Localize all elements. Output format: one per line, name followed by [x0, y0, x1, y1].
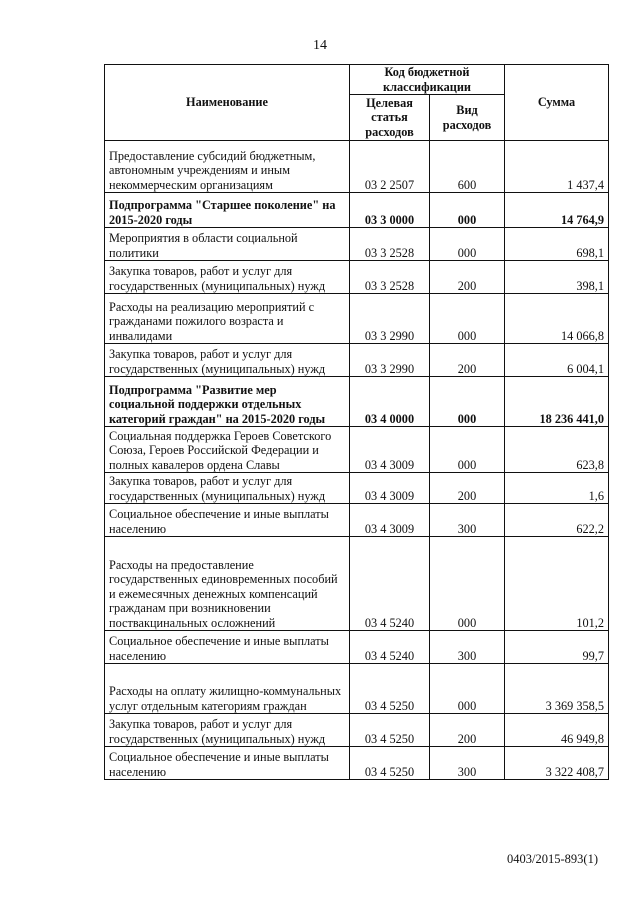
header-expense-type: Вид расходов [430, 95, 505, 141]
table-row [105, 631, 609, 664]
row-type: 300 [430, 747, 505, 780]
budget-table [104, 64, 609, 780]
table-row [105, 228, 609, 261]
row-name: Подпрограмма "Развитие мер социальной поддержки отдельных категорий граждан" на 2015-2020 годы [105, 377, 350, 427]
table-row [105, 473, 609, 504]
subprogram-row [105, 377, 609, 427]
row-target: 03 4 5250 [350, 714, 430, 747]
row-sum: 1 437,4 [505, 141, 609, 193]
row-target: 03 4 5250 [350, 747, 430, 780]
row-target: 03 4 0000 [350, 377, 430, 427]
row-type: 000 [430, 664, 505, 714]
row-target: 03 3 0000 [350, 193, 430, 228]
row-name: Закупка товаров, работ и услуг для государственных (муниципальных) нужд [105, 473, 350, 504]
row-name: Расходы на предоставление государственных единовременных пособий и ежемесячных денежных компенсаций гражданам при возникновении поствакцинальных осложнений [105, 537, 350, 631]
table-row [105, 427, 609, 473]
row-target: 03 4 5240 [350, 631, 430, 664]
row-target: 03 2 2507 [350, 141, 430, 193]
table-row [105, 344, 609, 377]
table-row [105, 747, 609, 780]
row-target: 03 4 5240 [350, 537, 430, 631]
page-number: 14 [313, 38, 327, 53]
row-target: 03 4 3009 [350, 504, 430, 537]
row-sum: 46 949,8 [505, 714, 609, 747]
row-target: 03 4 5250 [350, 664, 430, 714]
row-name: Закупка товаров, работ и услуг для государственных (муниципальных) нужд [105, 261, 350, 294]
row-sum: 101,2 [505, 537, 609, 631]
row-sum: 698,1 [505, 228, 609, 261]
row-name: Социальное обеспечение и иные выплаты населению [105, 504, 350, 537]
row-name: Предоставление субсидий бюджетным, автономным учреждениям и иным некоммерческим организациям [105, 141, 350, 193]
row-target: 03 3 2990 [350, 294, 430, 344]
table-row [105, 141, 609, 193]
row-type: 000 [430, 427, 505, 473]
row-sum: 3 322 408,7 [505, 747, 609, 780]
row-type: 000 [430, 228, 505, 261]
row-type: 200 [430, 473, 505, 504]
row-sum: 398,1 [505, 261, 609, 294]
row-type: 000 [430, 377, 505, 427]
table-row [105, 714, 609, 747]
row-sum: 622,2 [505, 504, 609, 537]
row-name: Подпрограмма "Старшее поколение" на 2015-2020 годы [105, 193, 350, 228]
row-target: 03 4 3009 [350, 473, 430, 504]
row-sum: 6 004,1 [505, 344, 609, 377]
row-type: 000 [430, 294, 505, 344]
row-name: Мероприятия в области социальной политики [105, 228, 350, 261]
row-sum: 3 369 358,5 [505, 664, 609, 714]
row-sum: 1,6 [505, 473, 609, 504]
table-row [105, 261, 609, 294]
row-name: Расходы на реализацию мероприятий с гражданами пожилого возраста и инвалидами [105, 294, 350, 344]
table-row [105, 664, 609, 714]
row-name: Социальное обеспечение и иные выплаты населению [105, 631, 350, 664]
row-sum: 623,8 [505, 427, 609, 473]
row-target: 03 3 2528 [350, 228, 430, 261]
row-sum: 14 066,8 [505, 294, 609, 344]
row-name: Закупка товаров, работ и услуг для государственных (муниципальных) нужд [105, 344, 350, 377]
row-name: Социальная поддержка Героев Советского Союза, Героев Российской Федерации и полных кавалеров ордена Славы [105, 427, 350, 473]
document-code: 0403/2015-893(1) [507, 852, 598, 866]
table-row [105, 504, 609, 537]
header-target-article: Целевая статья расходов [350, 95, 430, 141]
row-target: 03 3 2528 [350, 261, 430, 294]
row-type: 200 [430, 344, 505, 377]
table-row [105, 294, 609, 344]
row-target: 03 3 2990 [350, 344, 430, 377]
row-type: 200 [430, 714, 505, 747]
row-sum: 14 764,9 [505, 193, 609, 228]
row-target: 03 4 3009 [350, 427, 430, 473]
row-name: Закупка товаров, работ и услуг для государственных (муниципальных) нужд [105, 714, 350, 747]
header-sum: Сумма [505, 65, 609, 141]
header-name: Наименование [105, 65, 350, 141]
row-name: Социальное обеспечение и иные выплаты населению [105, 747, 350, 780]
row-type: 000 [430, 537, 505, 631]
row-type: 000 [430, 193, 505, 228]
row-sum: 99,7 [505, 631, 609, 664]
header-budget-classification: Код бюджетной классификации [350, 65, 505, 95]
row-type: 300 [430, 504, 505, 537]
row-type: 200 [430, 261, 505, 294]
row-type: 300 [430, 631, 505, 664]
row-name: Расходы на оплату жилищно-коммунальных услуг отдельным категориям граждан [105, 664, 350, 714]
row-sum: 18 236 441,0 [505, 377, 609, 427]
table-row [105, 537, 609, 631]
subprogram-row [105, 193, 609, 228]
row-type: 600 [430, 141, 505, 193]
